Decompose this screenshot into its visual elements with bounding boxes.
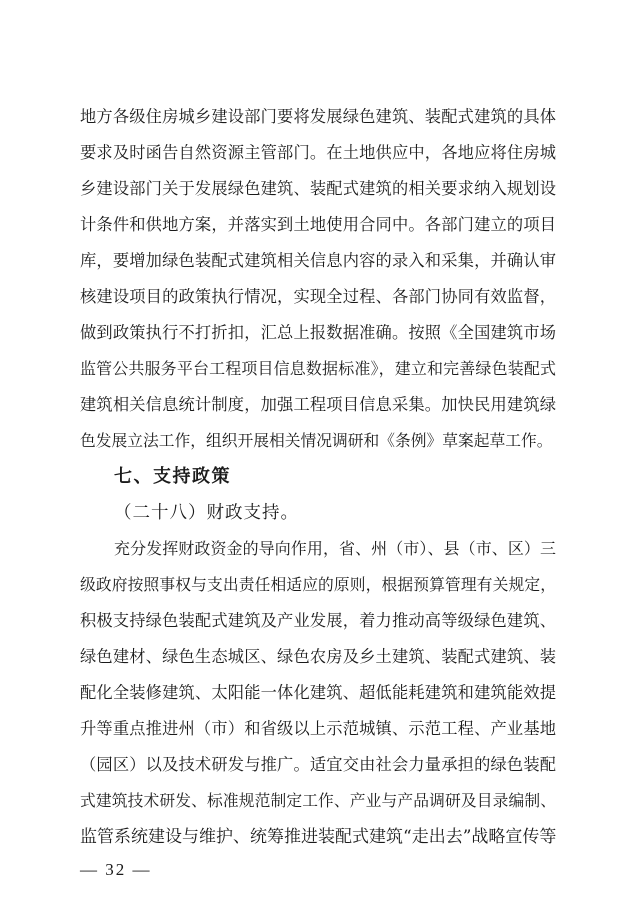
text-line: 建筑相关信息统计制度，加强工程项目信息采集。加快民用建筑绿 [80, 395, 556, 414]
text-line: 库，要增加绿色装配式建筑相关信息内容的录入和采集，并确认审 [80, 251, 556, 270]
text-line: 计条件和供地方案，并落实到土地使用合同中。各部门建立的项目 [80, 215, 556, 234]
text-line: 做到政策执行不打折扣，汇总上报数据准确。按照《全国建筑市场 [80, 323, 556, 342]
page-number: — 32 — [80, 860, 152, 879]
section-heading: 七、支持政策 [114, 466, 231, 487]
text-line: 监管公共服务平台工程项目信息数据标准》，建立和完善绿色装配式 [80, 359, 556, 378]
text-line: 核建设项目的政策执行情况，实现全过程、各部门协同有效监督， [80, 287, 556, 306]
text-line: 要求及时函告自然资源主管部门。在土地供应中，各地应将住房城 [80, 143, 556, 162]
text-line: 充分发挥财政资金的导向作用，省、州（市）、县（市、区）三 [114, 539, 556, 558]
text-line: （园区）以及技术研发与推广。适宜交由社会力量承担的绿色装配 [80, 755, 556, 774]
text-line: 乡建设部门关于发展绿色建筑、装配式建筑的相关要求纳入规划设 [80, 179, 556, 198]
text-line: 积极支持绿色装配式建筑及产业发展，着力推动高等级绿色建筑、 [80, 611, 556, 630]
text-line: 地方各级住房城乡建设部门要将发展绿色建筑、装配式建筑的具体 [80, 107, 556, 126]
subsection-heading: （二十八）财政支持。 [114, 503, 299, 523]
text-line: 绿色建材、绿色生态城区、绿色农房及乡土建筑、装配式建筑、装 [80, 647, 556, 666]
text-line: 配化全装修建筑、太阳能一体化建筑、超低能耗建筑和建筑能效提 [80, 683, 556, 702]
text-line: 式建筑技术研发、标准规范制定工作、产业与产品调研及目录编制、 [80, 791, 556, 810]
text-line: 级政府按照事权与支出责任相适应的原则，根据预算管理有关规定， [80, 575, 556, 594]
text-line: 升等重点推进州（市）和省级以上示范城镇、示范工程、产业基地 [80, 719, 556, 738]
text-line: 监管系统建设与维护、统筹推进装配式建筑“走出去”战略宣传等 [80, 827, 557, 847]
text-line: 色发展立法工作，组织开展相关情况调研和《条例》草案起草工作。 [80, 431, 553, 450]
